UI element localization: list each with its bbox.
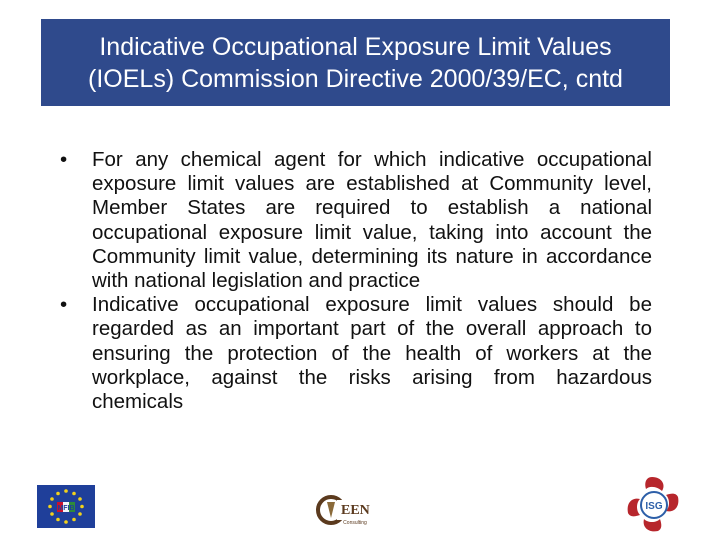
slide-title (41, 19, 670, 106)
mfib-logo-text: MFIB (57, 505, 75, 512)
bullet-text-2: Indicative occupational exposure limit values should be regarded as an important part of the overall approach to ensuring the protection of the health of workers at the workplace, against the risks arising from hazardous chemicals (92, 293, 652, 414)
bullet-dot-icon: • (60, 293, 68, 317)
bullet-list (60, 148, 652, 414)
bullet-item-2 (60, 293, 652, 414)
bullet-text-1: For any chemical agent for which indicative occupational exposure limit values are established at Community level, Member States are required to establish a national occupational exposure limit value, taking into account the Community limit value, determining its nature in accordance with national legislation and practice (92, 148, 652, 293)
ceen-logo-subtext: Consulting (343, 520, 367, 526)
bullet-item-1 (60, 148, 652, 293)
bullet-dot-icon: • (60, 148, 68, 171)
ceen-emblem-icon (315, 492, 387, 528)
isg-logo (622, 473, 686, 535)
eu-mfib-logo (37, 485, 95, 528)
ceen-logo (315, 492, 387, 528)
isg-hands-icon (622, 473, 686, 535)
ceen-logo-text: EEN (341, 503, 370, 518)
slide-title-line-2: (IOELs) Commission Directive 2000/39/EC, cntd (88, 64, 623, 93)
isg-logo-text: ISG (645, 501, 663, 512)
slide-title-line-1: Indicative Occupational Exposure Limit Values (99, 32, 612, 61)
eu-flag-icon (37, 485, 95, 528)
